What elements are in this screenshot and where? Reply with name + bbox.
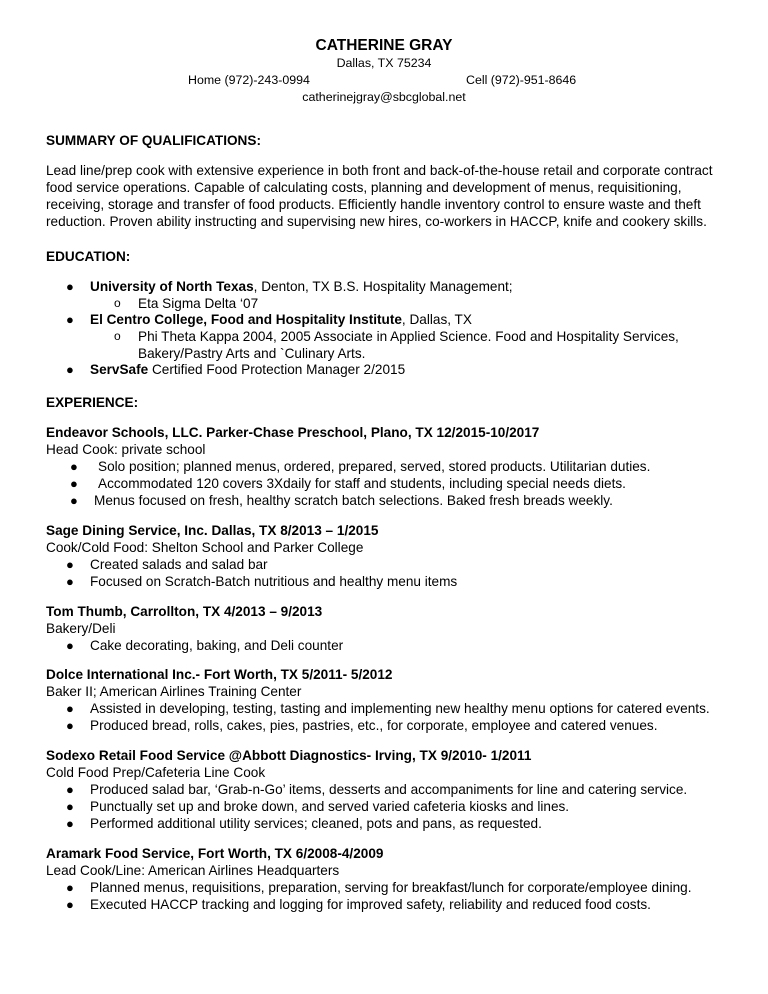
bullet-icon: ● (70, 476, 78, 491)
candidate-name: CATHERINE GRAY (315, 37, 453, 54)
bullet-icon: ● (66, 880, 74, 895)
education-subitem: Bakery/Pastry Arts and `Culinary Arts. (138, 346, 366, 361)
bullet-icon: ● (66, 362, 74, 377)
education-heading: EDUCATION: (46, 249, 131, 264)
job-role: Head Cook: private school (46, 442, 206, 457)
summary-line: reduction. Proven ability instructing and supervising new hires, co-workers in HACCP, knife and cookery skills. (46, 214, 707, 229)
bullet-icon: ● (66, 312, 74, 327)
job-role: Baker II; American Airlines Training Center (46, 684, 302, 699)
summary-line: Lead line/prep cook with extensive experience in both front and back-of-the-house retail and corporate contract (46, 163, 713, 178)
job-bullet: Focused on Scratch-Batch nutritious and healthy menu items (90, 574, 458, 589)
job-role: Bakery/Deli (46, 621, 116, 636)
school-name: ServSafe (90, 362, 149, 377)
job-title: Sodexo Retail Food Service @Abbott Diagnostics- Irving, TX 9/2010- 1/2011 (46, 748, 532, 763)
job-bullet: Accommodated 120 covers 3Xdaily for staff and students, including special needs diets. (98, 476, 626, 491)
education-subitem: Phi Theta Kappa 2004, 2005 Associate in Applied Science. Food and Hospitality Services, (138, 329, 679, 344)
home-phone: Home (972)-243-0994 (188, 73, 310, 87)
job-title: Dolce International Inc.- Fort Worth, TX 5/2011- 5/2012 (46, 667, 393, 682)
candidate-city: Dallas, TX 75234 (336, 56, 432, 70)
school-details: Certified Food Protection Manager 2/2015 (148, 362, 406, 377)
circle-bullet-icon: o (114, 296, 121, 310)
summary-line: food service operations. Capable of calculating costs, planning and development of menus, requisitioning, (46, 180, 682, 195)
job-bullet: Planned menus, requisitions, preparation, serving for breakfast/lunch for corporate/employee dining. (90, 880, 692, 895)
school-name: El Centro College, Food and Hospitality Institute (90, 312, 402, 327)
education-item (90, 279, 513, 294)
school-details: , Dallas, TX (401, 312, 472, 327)
email-address: catherinejgray@sbcglobal.net (302, 90, 466, 104)
job-bullet: Assisted in developing, testing, tasting and implementing new healthy menu options for catered events. (90, 701, 710, 716)
education-item (90, 362, 405, 377)
bullet-icon: ● (66, 557, 74, 572)
job-bullet: Menus focused on fresh, healthy scratch batch selections. Baked fresh breads weekly. (94, 493, 613, 508)
job-bullet: Punctually set up and broke down, and served varied cafeteria kiosks and lines. (90, 799, 570, 814)
school-name: University of North Texas (90, 279, 254, 294)
bullet-icon: ● (66, 799, 74, 814)
cell-phone: Cell (972)-951-8646 (466, 73, 577, 87)
bullet-icon: ● (70, 493, 78, 508)
bullet-icon: ● (66, 638, 74, 653)
job-title: Tom Thumb, Carrollton, TX 4/2013 – 9/2013 (46, 604, 323, 619)
job-title: Endeavor Schools, LLC. Parker-Chase Preschool, Plano, TX 12/2015-10/2017 (46, 425, 540, 440)
experience-heading: EXPERIENCE: (46, 395, 139, 410)
bullet-icon: ● (66, 279, 74, 294)
job-bullet: Solo position; planned menus, ordered, prepared, served, stored products. Utilitarian duties. (98, 459, 651, 474)
job-role: Cook/Cold Food: Shelton School and Parker College (46, 540, 364, 555)
education-item (90, 312, 472, 327)
school-details: , Denton, TX B.S. Hospitality Management; (253, 279, 513, 294)
job-title: Aramark Food Service, Fort Worth, TX 6/2008-4/2009 (46, 846, 384, 861)
bullet-icon: ● (66, 782, 74, 797)
job-bullet: Executed HACCP tracking and logging for improved safety, reliability and reduced food costs. (90, 897, 651, 912)
job-role: Lead Cook/Line: American Airlines Headquarters (46, 863, 340, 878)
bullet-icon: ● (70, 459, 78, 474)
bullet-icon: ● (66, 897, 74, 912)
bullet-icon: ● (66, 816, 74, 831)
summary-line: receiving, storage and transfer of food products. Efficiently handle inventory control to ensure waste and theft (46, 197, 701, 212)
bullet-icon: ● (66, 718, 74, 733)
job-bullet: Produced bread, rolls, cakes, pies, pastries, etc., for corporate, employee and catered venues. (90, 718, 658, 733)
bullet-icon: ● (66, 701, 74, 716)
summary-heading: SUMMARY OF QUALIFICATIONS: (46, 133, 261, 148)
education-subitem: Eta Sigma Delta ‘07 (138, 296, 259, 311)
circle-bullet-icon: o (114, 329, 121, 343)
job-bullet: Cake decorating, baking, and Deli counter (90, 638, 344, 653)
job-bullet: Produced salad bar, ‘Grab-n-Go’ items, desserts and accompaniments for line and catering service. (90, 782, 688, 797)
job-bullet: Created salads and salad bar (90, 557, 268, 572)
job-bullet: Performed additional utility services; cleaned, pots and pans, as requested. (90, 816, 542, 831)
bullet-icon: ● (66, 574, 74, 589)
job-role: Cold Food Prep/Cafeteria Line Cook (46, 765, 266, 780)
job-title: Sage Dining Service, Inc. Dallas, TX 8/2013 – 1/2015 (46, 523, 379, 538)
